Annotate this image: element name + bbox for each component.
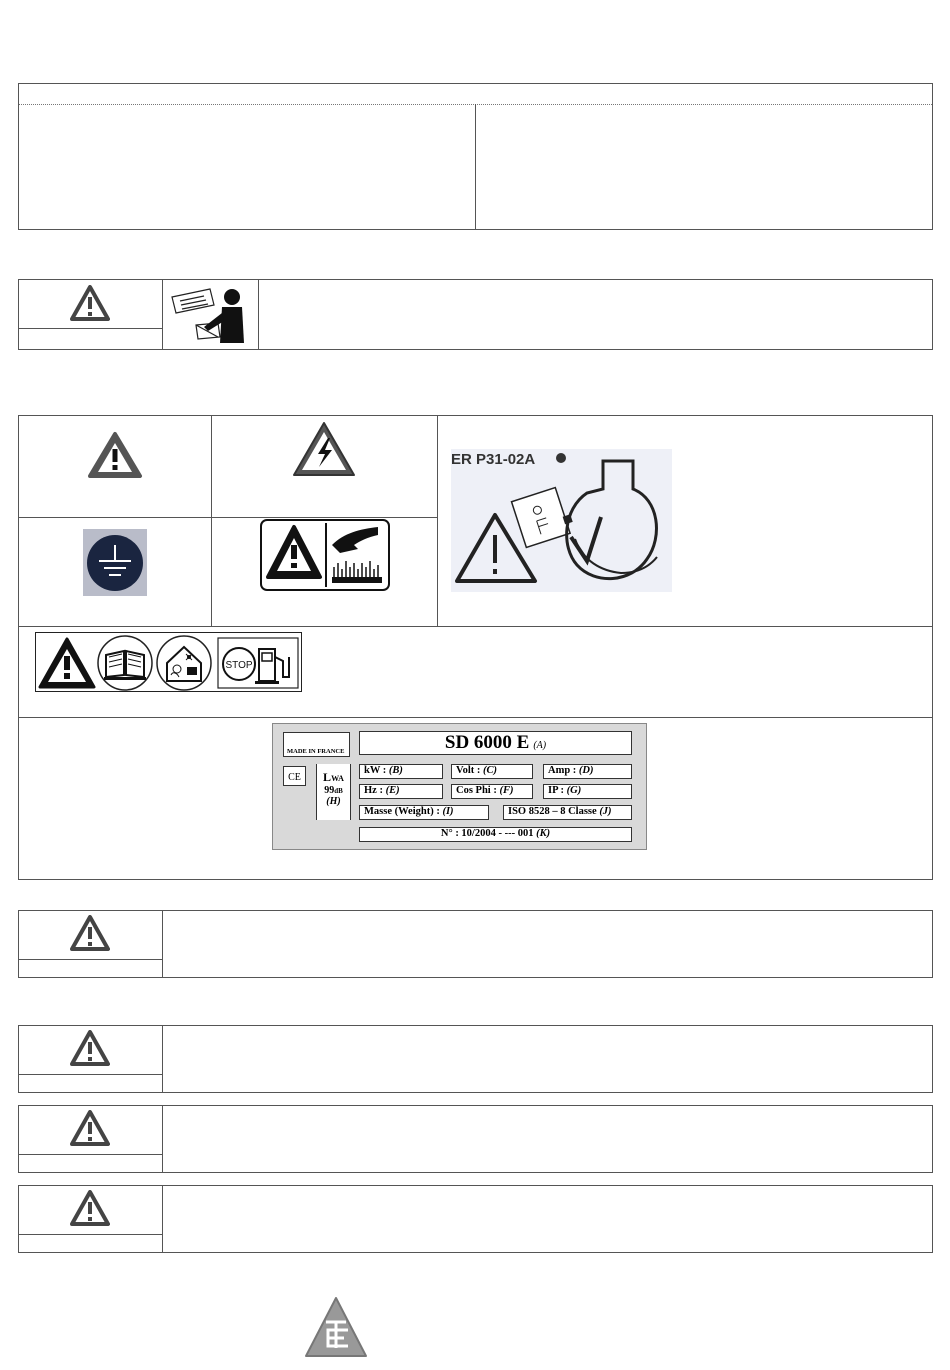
lwa-sub: WA <box>331 774 344 783</box>
made-in-label: MADE IN FRANCE <box>287 748 345 755</box>
cell-divider <box>18 1074 163 1075</box>
warning-row-4 <box>18 1105 933 1173</box>
warning-icon <box>87 431 143 479</box>
ce-mark: CE <box>288 772 301 783</box>
earth-ground-icon <box>83 529 147 596</box>
warning-icon <box>70 285 110 321</box>
lwa-value: 99 <box>324 785 335 796</box>
lwa-l: L <box>323 770 332 784</box>
field-kw: kW : (B) <box>359 764 443 779</box>
ce-box <box>283 766 306 786</box>
svg-text:STOP: STOP <box>225 660 253 671</box>
cell-divider <box>162 910 163 978</box>
field-hz: Hz : (E) <box>359 784 443 799</box>
warning-row-manual <box>18 279 933 350</box>
lwa-box <box>316 764 351 820</box>
info-table-column-divider <box>475 104 476 230</box>
cell-divider <box>437 415 438 626</box>
field-ip: IP : (G) <box>543 784 632 799</box>
pictogram-strip <box>35 632 302 692</box>
cell-divider <box>162 279 163 350</box>
warning-icon <box>70 1030 110 1066</box>
cell-divider <box>18 626 933 627</box>
electric-hazard-icon <box>292 421 356 477</box>
oil-level-sign <box>451 449 672 592</box>
cell-divider <box>162 1025 163 1093</box>
model-name: SD 6000 E <box>444 732 530 753</box>
made-in-box <box>283 732 350 757</box>
warning-row-3 <box>18 1025 933 1093</box>
cell-divider <box>18 717 933 718</box>
field-amp: Amp : (D) <box>543 764 632 779</box>
cell-divider <box>258 279 259 350</box>
rating-plate <box>272 723 647 850</box>
cell-divider <box>18 1234 163 1235</box>
warning-row-2 <box>18 910 933 978</box>
lwa-unit: dB <box>334 787 343 795</box>
oil-level-code: ER P31-02A <box>451 451 536 468</box>
cell-divider <box>211 415 212 626</box>
field-volt: Volt : (C) <box>451 764 533 779</box>
stop-refuel-icon <box>217 637 299 689</box>
hot-surface-icon <box>260 519 390 591</box>
warning-row-5 <box>18 1185 933 1253</box>
cell-divider <box>18 517 438 518</box>
logo-icon <box>304 1296 368 1358</box>
cell-divider <box>18 328 163 329</box>
warning-icon <box>70 915 110 951</box>
field-serial: N° : 10/2004 - --- 001 (K) <box>359 827 632 842</box>
field-iso: ISO 8528 – 8 Classe (J) <box>503 805 632 820</box>
model-box <box>359 731 632 755</box>
warning-icon <box>70 1190 110 1226</box>
field-cos-phi: Cos Phi : (F) <box>451 784 533 799</box>
cell-divider <box>18 1154 163 1155</box>
read-manual-icon <box>166 285 254 347</box>
cell-divider <box>162 1185 163 1253</box>
oil-level-icon <box>451 449 672 592</box>
cell-divider <box>18 959 163 960</box>
book-icon <box>96 635 154 691</box>
toxic-fumes-icon <box>155 635 213 691</box>
model-letter: (A) <box>533 740 547 751</box>
cell-divider <box>162 1105 163 1173</box>
lwa-letter: (H) <box>326 796 341 807</box>
warning-icon <box>37 636 97 690</box>
field-weight: Masse (Weight) : (I) <box>359 805 489 820</box>
warning-icon <box>70 1110 110 1146</box>
